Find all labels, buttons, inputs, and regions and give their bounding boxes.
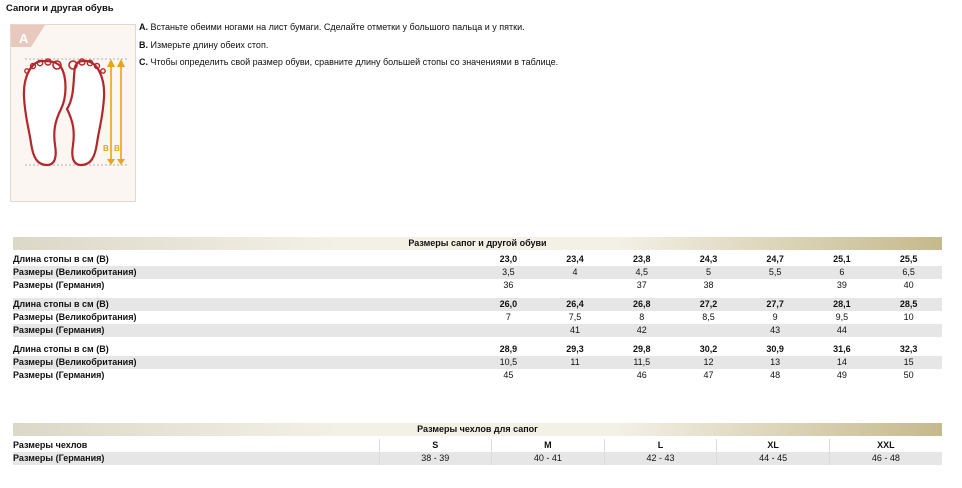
table-cell: 43	[742, 324, 809, 337]
table-cell: 27,7	[742, 298, 809, 311]
label-b-1: B	[103, 144, 109, 153]
table-cell	[875, 324, 942, 337]
table-cell: 39	[836, 280, 847, 290]
table-row	[13, 439, 942, 452]
label-b-2: B	[114, 144, 120, 153]
table-row	[13, 279, 942, 292]
table-cell: 45	[503, 370, 514, 380]
shoe-size-table-header: Размеры сапог и другой обуви	[13, 237, 942, 250]
row-label: Размеры (Германия)	[13, 452, 379, 465]
table-cell: 30,9	[766, 344, 784, 354]
table-cell: 30,2	[699, 344, 718, 354]
row-label: Размеры чехлов	[13, 440, 88, 450]
table-cell: XL	[717, 439, 830, 452]
row-label: Размеры (Великобритания)	[13, 356, 475, 369]
table-cell: 38 - 39	[379, 452, 492, 465]
table-cell: 48	[770, 370, 781, 380]
table-cell: 28,9	[499, 344, 518, 354]
table-cell: 44	[809, 324, 876, 337]
table-cell: 23,0	[499, 254, 518, 264]
table-cell: 9	[772, 312, 778, 322]
table-cell: 42 - 43	[604, 452, 717, 465]
table-cell: XXL	[829, 439, 942, 452]
table-cell: 8	[639, 312, 645, 322]
table-cell: 44 - 45	[717, 452, 830, 465]
instruction-b: B. Измерьте длину обеих стоп.	[139, 40, 269, 50]
instruction-c: C. Чтобы определить свой размер обуви, сравните длину большей стопы со значениями в таблице.	[139, 57, 559, 67]
table-cell: 26,0	[475, 298, 542, 311]
table-cell: 4	[542, 266, 609, 279]
table-cell: 28,1	[809, 298, 876, 311]
table-cell: 5	[675, 266, 742, 279]
table-row	[13, 253, 942, 266]
row-label: Длина стопы в см (B)	[13, 254, 109, 264]
table-cell: 40	[903, 280, 914, 290]
table-cell: 23,8	[632, 254, 651, 264]
table-cell	[475, 324, 542, 337]
instruction-a: A. Встаньте обеими ногами на лист бумаги. Сделайте отметки у большого пальца и у пятки.	[139, 22, 525, 32]
left-foot	[24, 61, 66, 165]
table-cell: 3,5	[475, 266, 542, 279]
shoe-size-table	[13, 237, 942, 382]
page-title: Сапоги и другая обувь	[6, 3, 114, 14]
table-row	[13, 356, 942, 369]
boot-cover-table-header: Размеры чехлов для сапог	[13, 423, 942, 436]
table-cell: 50	[903, 370, 914, 380]
table-cell	[742, 279, 809, 292]
table-cell: 10,5	[475, 356, 542, 369]
table-cell: 29,8	[632, 344, 651, 354]
label-a: A	[19, 31, 29, 46]
table-row	[13, 311, 942, 324]
table-cell: 26,8	[608, 298, 675, 311]
table-cell: 8,5	[702, 312, 715, 322]
table-row	[13, 324, 942, 337]
table-cell: 9,5	[835, 312, 849, 322]
table-cell: L	[604, 439, 717, 452]
table-cell: 42	[608, 324, 675, 337]
table-cell: 5,5	[742, 266, 809, 279]
table-row	[13, 343, 942, 356]
table-cell	[542, 369, 609, 382]
table-cell: 13	[742, 356, 809, 369]
row-label: Длина стопы в см (B)	[13, 298, 475, 311]
table-cell: 12	[675, 356, 742, 369]
table-row	[13, 452, 942, 465]
table-cell: M	[492, 439, 605, 452]
table-cell: 46	[636, 370, 647, 380]
table-cell	[675, 324, 742, 337]
table-cell: 24,3	[699, 254, 718, 264]
table-cell: 24,7	[766, 254, 784, 264]
table-cell: 31,6	[833, 344, 851, 354]
table-cell: 46 - 48	[829, 452, 942, 465]
table-cell: 26,4	[542, 298, 609, 311]
table-cell: 15	[875, 356, 942, 369]
table-cell: 27,2	[675, 298, 742, 311]
row-label: Размеры (Великобритания)	[13, 266, 475, 279]
table-row	[13, 266, 942, 279]
table-cell: 23,4	[566, 254, 584, 264]
table-cell: 36	[503, 280, 514, 290]
table-cell: 29,3	[566, 344, 584, 354]
table-cell: 41	[542, 324, 609, 337]
feet-diagram	[11, 25, 135, 201]
table-cell: 7,5	[568, 312, 582, 322]
row-label: Размеры (Германия)	[13, 324, 475, 337]
boot-cover-size-table	[13, 423, 942, 465]
table-cell: 49	[836, 370, 847, 380]
table-cell: 14	[809, 356, 876, 369]
table-cell	[542, 279, 609, 292]
foot-measurement-illustration	[10, 24, 136, 202]
table-cell: 11	[542, 356, 609, 369]
table-cell: 7	[505, 312, 511, 322]
table-cell: 11,5	[608, 356, 675, 369]
table-cell: 25,1	[833, 254, 851, 264]
row-label: Размеры (Великобритания)	[13, 312, 137, 322]
table-cell: 6,5	[875, 266, 942, 279]
table-cell: S	[379, 439, 492, 452]
table-cell: 37	[636, 280, 647, 290]
table-cell: 38	[703, 280, 714, 290]
table-row	[13, 369, 942, 382]
table-cell: 4,5	[608, 266, 675, 279]
table-cell: 40 - 41	[492, 452, 605, 465]
table-cell: 32,3	[899, 344, 918, 354]
table-cell: 47	[703, 370, 714, 380]
row-label: Размеры (Германия)	[13, 280, 105, 290]
table-cell: 10	[903, 312, 914, 322]
table-cell: 28,5	[875, 298, 942, 311]
row-label: Длина стопы в см (B)	[13, 344, 109, 354]
table-cell: 6	[809, 266, 876, 279]
table-cell: 25,5	[899, 254, 918, 264]
right-foot	[67, 61, 104, 165]
table-row	[13, 298, 942, 311]
row-label: Размеры (Германия)	[13, 370, 105, 380]
